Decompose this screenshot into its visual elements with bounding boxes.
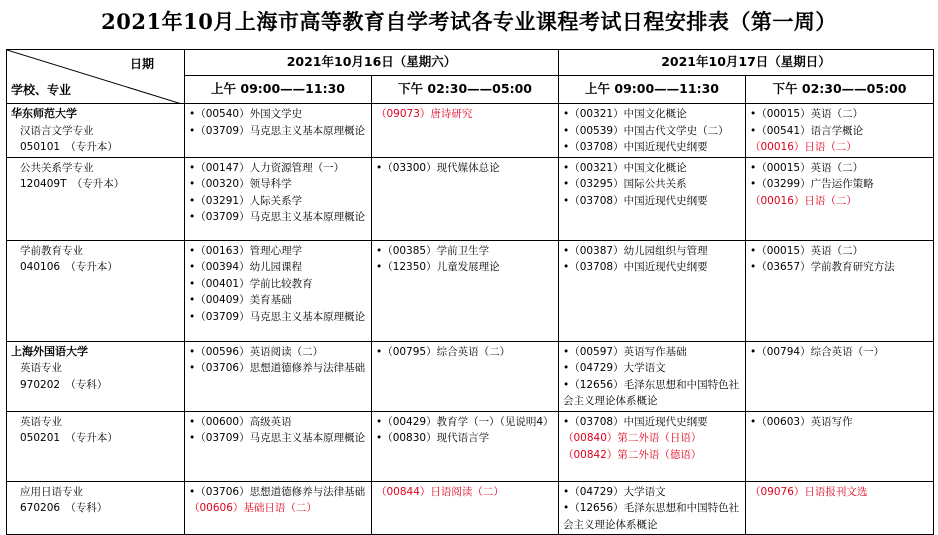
exam-course: •（03657）学前教育研究方法	[750, 261, 895, 273]
exam-slot-cell-d1am	[185, 157, 372, 240]
exam-slot-cell-d2pm	[746, 481, 934, 535]
school-major-cell	[7, 481, 185, 535]
school-major-cell	[7, 411, 185, 481]
major-code: 120409T （专升本）	[20, 178, 125, 190]
exam-course: •（03709）马克思主义基本原理概论	[189, 432, 366, 444]
table-row	[7, 481, 934, 535]
exam-slot-cell-d1pm	[372, 157, 559, 240]
exam-slot-cell-d2pm	[746, 341, 934, 411]
table-row	[7, 104, 934, 158]
schedule-body	[7, 104, 934, 535]
exam-slot-cell-d2pm	[746, 104, 934, 158]
major-name: 公共关系学专业	[20, 161, 94, 174]
exam-course: •（00830）现代语言学	[376, 432, 490, 444]
table-row	[7, 341, 934, 411]
exam-slot-cell-d2pm	[746, 240, 934, 341]
exam-course: •（00163）管理心理学	[189, 244, 303, 257]
exam-course: •（03708）中国近现代史纲要	[563, 194, 708, 207]
major-name: 汉语言文学专业	[20, 124, 94, 137]
exam-slot-cell-d2am	[559, 157, 746, 240]
exam-slot-cell-d1pm	[372, 481, 559, 535]
exam-course: （09073）唐诗研究	[376, 108, 473, 120]
exam-course: •（00429）教育学（一）（见说明4）	[376, 415, 554, 428]
major-code: 040106 （专升本）	[20, 261, 118, 273]
exam-course: •（00387）幼儿园组织与管理	[563, 244, 708, 257]
exam-slot-cell-d2am	[559, 104, 746, 158]
exam-slot-cell-d1pm	[372, 341, 559, 411]
day2-date-header: 2021年10月17日（星期日）	[559, 50, 934, 76]
exam-course: •（03300）现代媒体总论	[376, 161, 500, 174]
day1-am-header: 上午 09:00——11:30	[185, 76, 372, 104]
exam-slot-cell-d1am	[185, 104, 372, 158]
day2-am-header: 上午 09:00——11:30	[559, 76, 746, 104]
exam-slot-cell-d2am	[559, 411, 746, 481]
school-major-cell	[7, 341, 185, 411]
table-row	[7, 411, 934, 481]
table-row	[7, 240, 934, 341]
exam-course: •（03706）思想道德修养与法律基础	[189, 362, 366, 374]
major-code: 970202 （专科）	[20, 378, 108, 391]
school-major-label: 学校、专业	[11, 82, 72, 97]
exam-course: •（00600）高级英语	[189, 415, 292, 428]
exam-course: •（00596）英语阅读（二）	[189, 345, 324, 358]
day1-pm-header: 下午 02:30——05:00	[372, 76, 559, 104]
exam-course: （00842）第二外语（德语）	[563, 448, 702, 461]
exam-course: （00016）日语（二）	[750, 194, 857, 207]
exam-course: （00840）第二外语（日语）	[563, 432, 702, 444]
exam-course: •（04729）大学语文	[563, 362, 666, 374]
exam-course: •（00401）学前比较教育	[189, 277, 313, 290]
exam-slot-cell-d2am	[559, 240, 746, 341]
exam-course: •（00541）语言学概论	[750, 124, 864, 137]
exam-course: •（03291）人际关系学	[189, 194, 303, 207]
exam-course: •（00321）中国文化概论	[563, 161, 687, 174]
exam-course: •（00597）英语写作基础	[563, 345, 687, 358]
exam-course: •（03709）马克思主义基本原理概论	[189, 310, 366, 323]
school-name: 华东师范大学	[11, 107, 77, 120]
date-label: 日期	[129, 57, 154, 71]
school-major-cell	[7, 104, 185, 158]
exam-course: •（00394）幼儿园课程	[189, 261, 303, 273]
exam-course: •（00015）英语（二）	[750, 244, 864, 257]
exam-course: •（00539）中国古代文学史（二）	[563, 124, 729, 137]
exam-schedule-table	[6, 49, 934, 535]
exam-course: （00844）日语阅读（二）	[376, 485, 504, 498]
table-row	[7, 157, 934, 240]
exam-course: •（00147）人力资源管理（一）	[189, 161, 345, 174]
exam-course: （09076）日语报刊文选	[750, 485, 868, 498]
exam-course: •（00795）综合英语（二）	[376, 345, 511, 358]
exam-slot-cell-d1pm	[372, 240, 559, 341]
exam-slot-cell-d2pm	[746, 411, 934, 481]
exam-course: •（12350）儿童发展理论	[376, 261, 500, 273]
exam-course: •（03299）广告运作策略	[750, 178, 874, 190]
day2-pm-header: 下午 02:30——05:00	[746, 76, 934, 104]
exam-course: •（03709）马克思主义基本原理概论	[189, 124, 366, 137]
exam-course: （00016）日语（二）	[750, 141, 857, 153]
diagonal-header-cell	[7, 50, 185, 104]
exam-course: •（12656）毛泽东思想和中国特色社会主义理论体系概论	[563, 502, 740, 531]
exam-course: •（04729）大学语文	[563, 485, 666, 498]
exam-course: •（03708）中国近现代史纲要	[563, 141, 708, 153]
school-major-cell	[7, 157, 185, 240]
exam-slot-cell-d1am	[185, 411, 372, 481]
exam-course: •（00540）外国文学史	[189, 108, 303, 120]
exam-course: •（00409）美育基础	[189, 294, 292, 306]
exam-slot-cell-d2pm	[746, 157, 934, 240]
school-major-cell	[7, 240, 185, 341]
exam-course: •（03295）国际公共关系	[563, 178, 687, 190]
exam-course: •（00385）学前卫生学	[376, 244, 490, 257]
major-name: 英语专业	[20, 362, 62, 374]
exam-slot-cell-d2am	[559, 481, 746, 535]
exam-course: •（00603）英语写作	[750, 415, 853, 428]
exam-course: •（03708）中国近现代史纲要	[563, 415, 708, 428]
major-code: 670206 （专科）	[20, 502, 108, 514]
exam-slot-cell-d2am	[559, 341, 746, 411]
exam-slot-cell-d1pm	[372, 104, 559, 158]
exam-slot-cell-d1am	[185, 240, 372, 341]
exam-course: •（00794）综合英语（一）	[750, 345, 885, 358]
day1-date-header: 2021年10月16日（星期六）	[185, 50, 559, 76]
exam-course: •（03709）马克思主义基本原理概论	[189, 211, 366, 223]
major-code: 050101 （专升本）	[20, 141, 118, 153]
exam-course: （00606）基础日语（二）	[189, 502, 317, 514]
exam-slot-cell-d1am	[185, 341, 372, 411]
exam-course: •（12656）毛泽东思想和中国特色社会主义理论体系概论	[563, 378, 740, 407]
exam-course: •（00321）中国文化概论	[563, 108, 687, 120]
page-title: 2021年10月上海市高等教育自学考试各专业课程考试日程安排表（第一周）	[101, 9, 837, 34]
exam-course: •（00015）英语（二）	[750, 108, 864, 120]
exam-course: •（03708）中国近现代史纲要	[563, 261, 708, 273]
exam-slot-cell-d1pm	[372, 411, 559, 481]
major-name: 应用日语专业	[20, 485, 83, 498]
major-name: 英语专业	[20, 415, 62, 428]
major-code: 050201 （专升本）	[20, 432, 118, 444]
exam-course: •（03706）思想道德修养与法律基础	[189, 485, 366, 498]
exam-slot-cell-d1am	[185, 481, 372, 535]
school-name: 上海外国语大学	[11, 344, 88, 358]
major-name: 学前教育专业	[20, 244, 83, 257]
exam-course: •（00015）英语（二）	[750, 161, 864, 174]
exam-course: •（00320）领导科学	[189, 178, 292, 190]
